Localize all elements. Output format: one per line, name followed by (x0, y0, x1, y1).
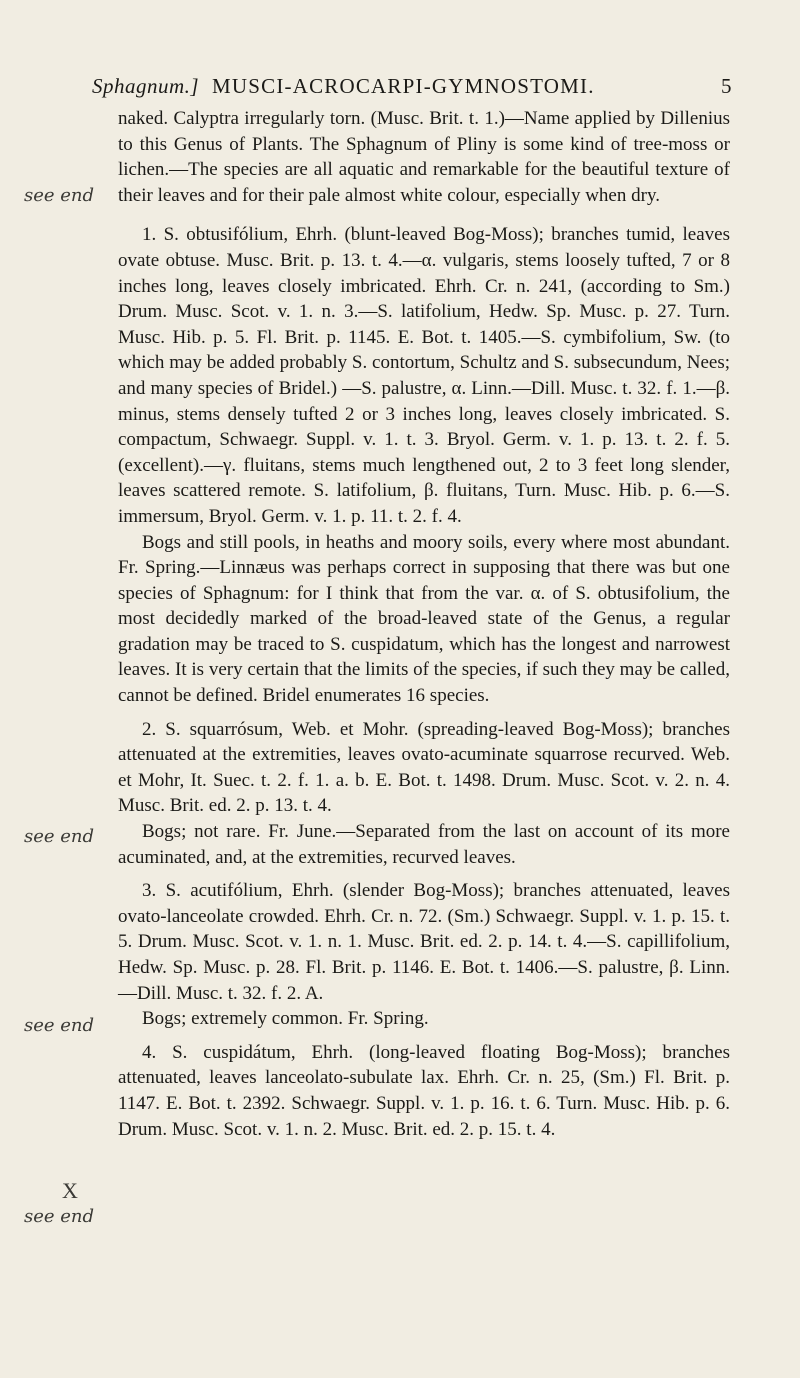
margin-cross-mark: X (62, 1178, 78, 1203)
genus-description: naked. Calyptra irregularly torn. (Musc. Brit. t. 1.)—Name applied by Dillenius to this Genus of Plants. The Sphagnum of Pliny is some kind of tree-moss or lichen.—The species are all aquatic and remarkable for the beautiful texture of their leaves and for their pale almost white colour, especially when dry. (118, 108, 730, 206)
margin-note-1: see end (24, 185, 95, 206)
running-header (92, 74, 732, 104)
species-entry-4: 4. S. cuspidátum, Ehrh. (long-leaved floating Bog-Moss); branches attenuated, leaves lanceolato-subulate lax. Ehrh. Cr. n. 25, (Sm.) Fl. Brit. p. 1147. E. Bot. t. 2392. Schwaegr. Suppl. v. 1. p. 16. t. 6. Turn. Musc. Hib. p. 6. Drum. Musc. Scot. v. 1. n. 2. Musc. Brit. ed. 2. p. 15. t. 4. (118, 1041, 730, 1140)
header-genus: Sphagnum.] (92, 74, 200, 98)
body-text (118, 106, 730, 1142)
species-habitat-2: Bogs; not rare. Fr. June.—Separated from the last on account of its more acuminated, and, at the extremities, recurved leaves. (118, 821, 730, 868)
margin-note-3: see end (24, 1015, 95, 1036)
species-habitat-3: Bogs; extremely common. Fr. Spring. (142, 1008, 429, 1030)
species-habitat-1: Bogs and still pools, in heaths and moory soils, every where most abundant. Fr. Spring.—Linnæus was perhaps correct in supposing that there was but one species of Sphagnum: for I think that from the var. α. of S. obtusifolium, the most decidedly marked of the broad-leaved state of the Genus, a regular gradation may be traced to S. cuspidatum, which has the longest and narrowest leaves. It is very certain that the limits of the species, if such they may be called, cannot be defined. Bridel enumerates 16 species. (118, 531, 730, 707)
margin-note-4: see end (24, 1206, 95, 1227)
margin-note-2: see end (24, 826, 95, 847)
species-entry-1: 1. S. obtusifólium, Ehrh. (blunt-leaved Bog-Moss); branches tumid, leaves ovate obtuse. Musc. Brit. p. 13. t. 4.—α. vulgaris, stems loosely tufted, 7 or 8 inches long, leaves closely imbricated. Ehrh. Cr. n. 241, (according to Sm.) Drum. Musc. Scot. v. 1. n. 3.—S. latifolium, Hedw. Sp. Musc. p. 27. Turn. Musc. Hib. p. 5. Fl. Brit. p. 1145. E. Bot. t. 1405.—S. cymbifolium, Sw. (to which may be added probably S. contortum, Schultz and S. subsecundum, Nees; and many species of Bridel.) —S. palustre, α. Linn.—Dill. Musc. t. 32. f. 1.—β. minus, stems densely tufted 2 or 3 inches long, leaves closely imbricated. S. compactum, Schwaegr. Suppl. v. 1. t. 3. Bryol. Germ. v. 1. p. 13. t. 2. f. 5. (excellent).—γ. fluitans, stems much lengthened out, 2 to 3 feet long slender, leaves scattered remote. S. latifolium, β. fluitans, Turn. Musc. Hib. p. 6.—S. immersum, Bryol. Germ. v. 1. p. 11. t. 2. f. 4. (118, 224, 730, 527)
header-section-title: MUSCI-ACROCARPI-GYMNOSTOMI. (212, 74, 595, 98)
species-entry-3: 3. S. acutifólium, Ehrh. (slender Bog-Moss); branches attenuated, leaves ovato-lanceolate crowded. Ehrh. Cr. n. 72. (Sm.) Schwaegr. Suppl. v. 1. p. 15. t. 5. Drum. Musc. Scot. v. 1. n. 1. Musc. Brit. ed. 2. p. 14. t. 4.—S. capillifolium, Hedw. Sp. Musc. p. 28. Fl. Brit. p. 1146. E. Bot. t. 1406.—S. palustre, β. Linn.—Dill. Musc. t. 32. f. 2. A. (118, 880, 730, 1004)
species-entry-2: 2. S. squarrósum, Web. et Mohr. (spreading-leaved Bog-Moss); branches attenuated at the extremities, leaves ovato-acuminate squarrose recurved. Web. et Mohr, It. Suec. t. 2. f. 1. a. b. E. Bot. t. 1498. Drum. Musc. Scot. v. 2. n. 4. Musc. Brit. ed. 2. p. 13. t. 4. (118, 718, 730, 817)
page-number: 5 (721, 74, 732, 98)
